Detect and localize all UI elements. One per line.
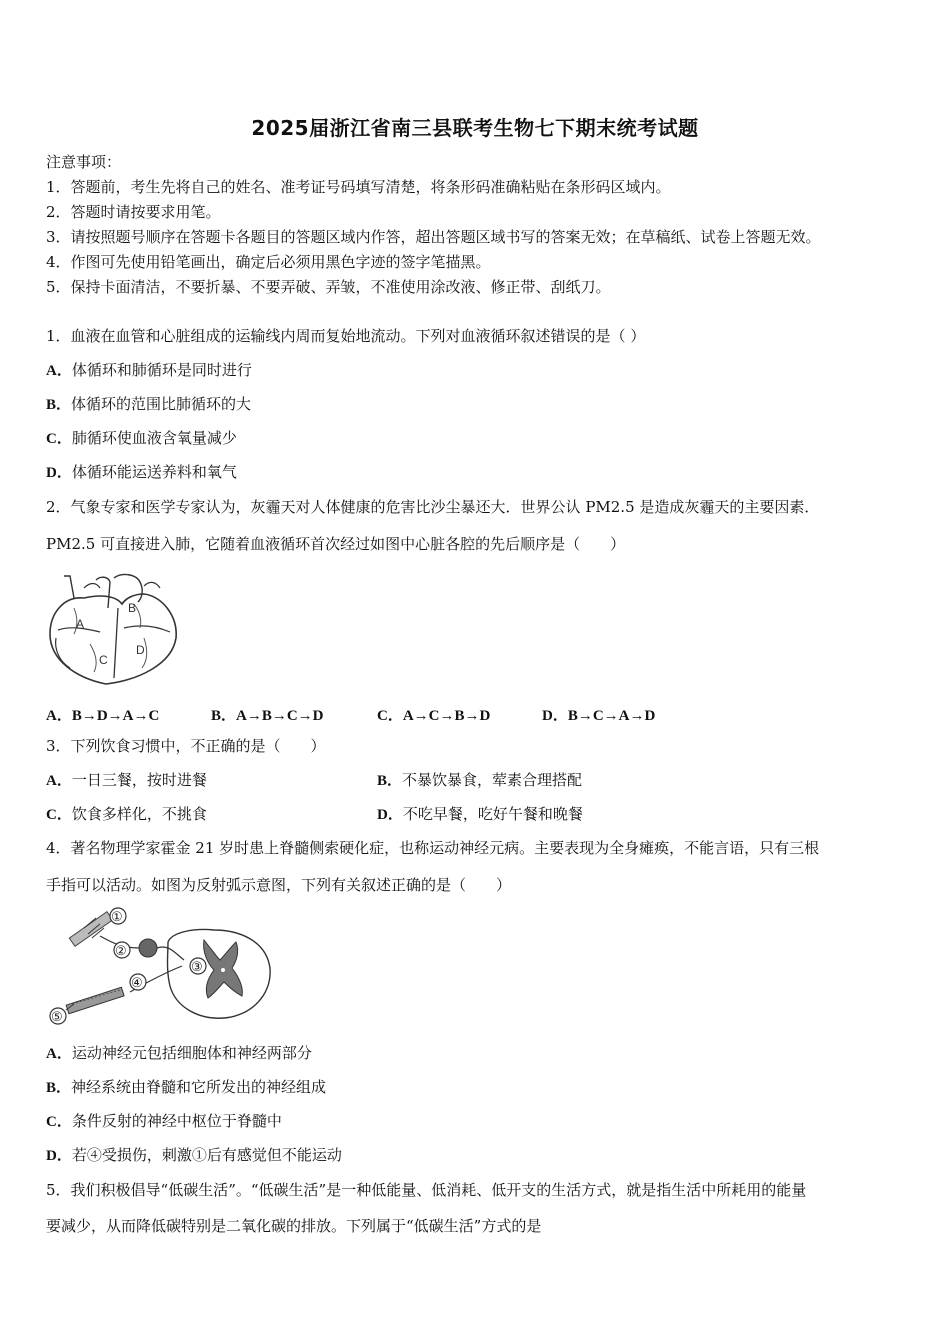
heart-diagram	[44, 568, 184, 690]
q1-option-b	[46, 394, 251, 415]
option-label: C．	[46, 431, 72, 447]
arc-label-1: ①	[111, 909, 123, 924]
option-label: B．	[46, 397, 72, 413]
option-label: D．	[377, 807, 403, 823]
q5-stem-line2: 要减少，从而降低碳特别是二氧化碳的排放。下列属于“低碳生活”方式的是	[46, 1217, 542, 1235]
option-text: 肺循环使血液含氧量减少	[71, 429, 237, 447]
q3-stem: 3．下列饮食习惯中，不正确的是（ ）	[46, 737, 326, 755]
notice-heading: 注意事项：	[46, 153, 122, 171]
option-text: 饮食多样化，不挑食	[71, 805, 207, 823]
option-text: 若④受损伤，刺激①后有感觉但不能运动	[71, 1146, 342, 1164]
option-label: D．	[46, 1148, 72, 1164]
option-text: 体循环和肺循环是同时进行	[71, 361, 252, 379]
q4-stem-line2: 手指可以活动。如图为反射弧示意图，下列有关叙述正确的是（ ）	[46, 876, 512, 894]
option-text: 不暴饮暴食，荤素合理搭配	[402, 771, 583, 789]
option-label: A．	[46, 708, 72, 724]
q3-option-a	[46, 770, 207, 791]
option-text: 运动神经元包括细胞体和神经两部分	[71, 1044, 312, 1062]
arc-label-2: ②	[115, 943, 127, 958]
option-label: C．	[46, 1114, 72, 1130]
arc-label-4: ④	[131, 975, 143, 990]
option-text: A→B→C→D	[236, 708, 324, 724]
option-text: B→D→A→C	[71, 708, 160, 724]
q3-option-d	[377, 804, 583, 825]
q1-option-a	[46, 360, 252, 381]
heart-label-a: A	[76, 617, 85, 631]
page-title: 2025届浙江省南三县联考生物七下期末统考试题	[251, 116, 699, 140]
arc-label-5: ⑤	[51, 1009, 63, 1024]
reflex-arc-diagram	[44, 904, 280, 1028]
q2-stem-line2: PM2.5 可直接进入肺，它随着血液循环首次经过如图中心脏各腔的先后顺序是（ ）	[46, 535, 626, 553]
option-label: A．	[46, 1046, 72, 1062]
q4-option-a	[46, 1043, 312, 1064]
option-text: 不吃早餐，吃好午餐和晚餐	[402, 805, 583, 823]
option-label: D．	[542, 708, 568, 724]
q4-option-b	[46, 1077, 326, 1098]
option-text: B→C→A→D	[567, 708, 656, 724]
option-text: A→C→B→D	[402, 708, 491, 724]
q1-option-d	[46, 462, 237, 483]
option-text: 体循环能运送养料和氧气	[71, 463, 237, 481]
option-label: A．	[46, 363, 72, 379]
q4-option-c	[46, 1111, 282, 1132]
q5-stem-line1: 5．我们积极倡导“低碳生活”。“低碳生活”是一种低能量、低消耗、低开支的生活方式，就是指生活中所耗用的能量	[46, 1181, 807, 1199]
heart-label-c: C	[99, 653, 108, 667]
q1-stem: 1．血液在血管和心脏组成的运输线内周而复始地流动。下列对血液循环叙述错误的是（ ）	[46, 327, 646, 345]
option-label: B．	[211, 708, 237, 724]
heart-label-b: B	[128, 601, 137, 615]
option-label: A．	[46, 773, 72, 789]
q2-option-b	[211, 704, 324, 725]
q3-option-c	[46, 804, 207, 825]
option-label: C．	[377, 708, 403, 724]
heart-label-d: D	[136, 643, 145, 657]
notice-item: 5．保持卡面清洁，不要折暴、不要弄破、弄皱，不准使用涂改液、修正带、刮纸刀。	[46, 278, 611, 296]
option-label: C．	[46, 807, 72, 823]
q2-option-a	[46, 704, 159, 725]
notice-item: 4．作图可先使用铅笔画出，确定后必须用黑色字迹的签字笔描黑。	[46, 253, 491, 271]
q1-option-c	[46, 428, 237, 449]
option-text: 条件反射的神经中枢位于脊髓中	[71, 1112, 282, 1130]
q2-stem-line1: 2．气象专家和医学专家认为，灰霾天对人体健康的危害比沙尘暴还大．世界公认 PM2.5 是造成灰霾天的主要因素．	[46, 498, 820, 516]
notice-item: 3．请按照题号顺序在答题卡各题目的答题区域内作答，超出答题区域书写的答案无效；在草稿纸、试卷上答题无效。	[46, 228, 821, 246]
notice-item: 1．答题前，考生先将自己的姓名、准考证号码填写清楚，将条形码准确粘贴在条形码区域内。	[46, 178, 671, 196]
notice-item: 2．答题时请按要求用笔。	[46, 203, 221, 221]
option-text: 体循环的范围比肺循环的大	[71, 395, 252, 413]
option-label: D．	[46, 465, 72, 481]
q2-option-d	[542, 704, 655, 725]
option-label: B．	[46, 1080, 72, 1096]
arc-label-3: ③	[191, 959, 203, 974]
q3-option-b	[377, 770, 582, 791]
q4-stem-line1: 4．著名物理学家霍金 21 岁时患上脊髓侧索硬化症，也称运动神经元病。主要表现为全身瘫痪，不能言语，只有三根	[46, 839, 820, 857]
q2-option-c	[377, 704, 490, 725]
option-text: 一日三餐，按时进餐	[71, 771, 207, 789]
option-text: 神经系统由脊髓和它所发出的神经组成	[71, 1078, 327, 1096]
q4-option-d	[46, 1145, 342, 1166]
option-label: B．	[377, 773, 403, 789]
